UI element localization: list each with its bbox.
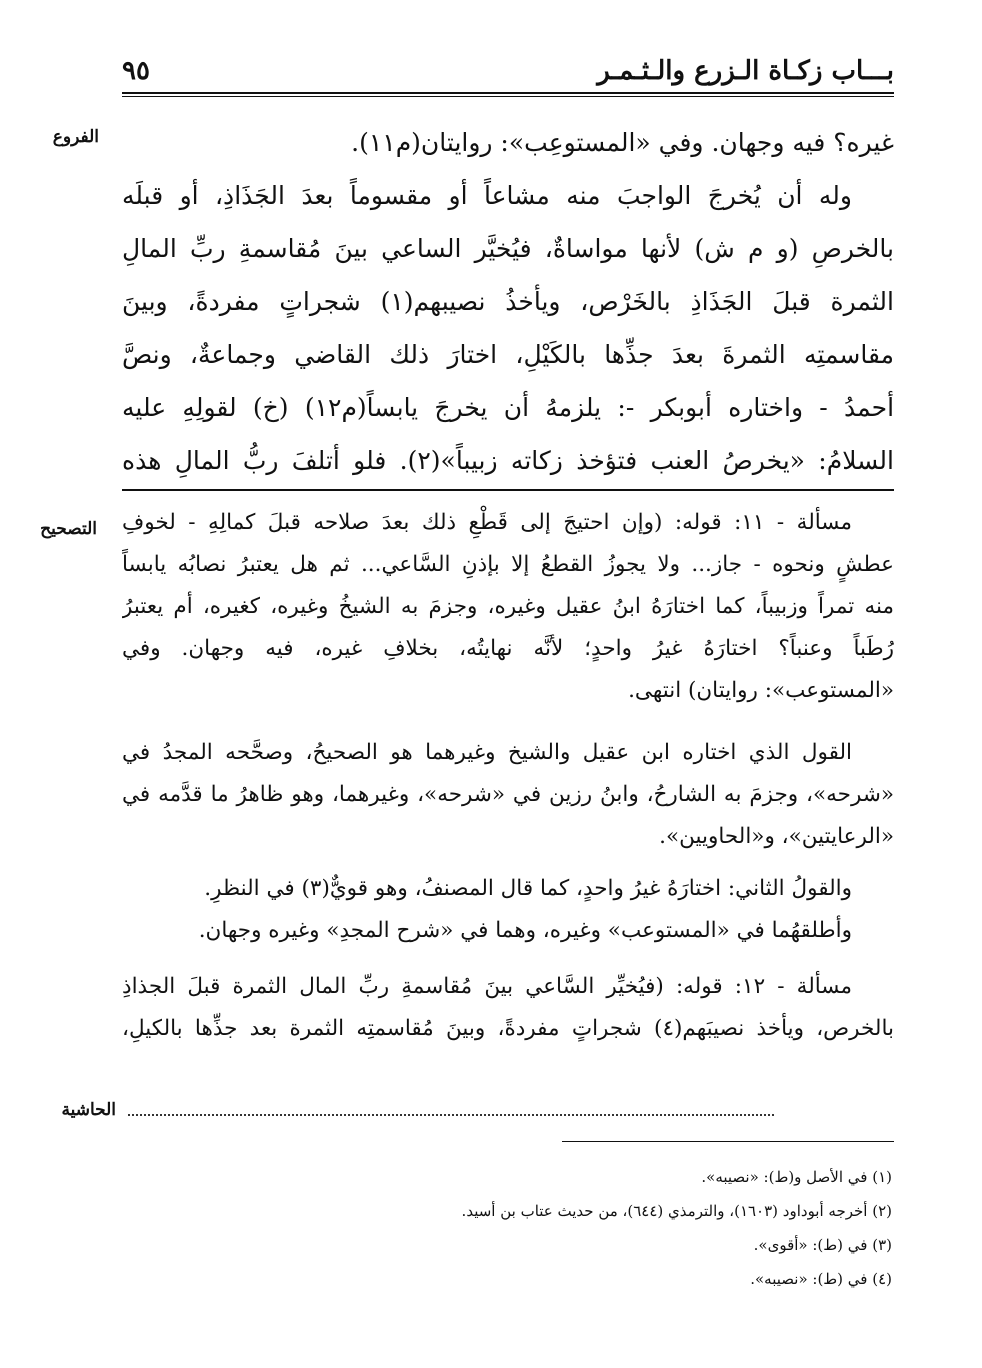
main-text-block xyxy=(122,116,894,487)
tashih-line: بالخرص، ويأخذ نصيبَهم(٤) شجراتٍ مفردةً، وبينَ مُقاسمتِه الثمرة بعد جذِّها بالكيلِ، xyxy=(122,1016,894,1041)
tashih-paragraph-2 xyxy=(122,732,894,858)
main-text-line: أحمدُ - واختاره أبوبكر -: يلزمهُ أن يخرجَ يابساً(م١٢) (خ) لقولِهِ عليه xyxy=(122,393,894,422)
tashih-line: «الرعايتين»، و«الحاويين». xyxy=(659,824,894,849)
main-text-line: السلامُ: «يخرصُ العنب فتؤخذ زكاته زبيباً»(٢). فلو أتلفَ ربُّ المالِ هذه xyxy=(122,446,894,475)
side-label-furu: الفروع xyxy=(52,127,99,147)
tashih-line: والقولُ الثاني: اختارَهُ غيرُ واحدٍ، كما قال المصنفُ، وهو قويٌّ(٣) في النظرِ. xyxy=(204,876,852,901)
main-text-line: بالخرصِ (و م ش) لأنها مواساةٌ، فيُخيَّر الساعي بينَ مُقاسمةِ ربِّ المالِ xyxy=(122,234,894,263)
tashih-line: «شرحه»، وجزمَ به الشارحُ، وابنُ رزين في «شرحه»، وغيرهما، وهو ظاهرُ ما قدَّمه في xyxy=(122,782,894,807)
tashih-line: عطشٍ ونحوه - جاز... ولا يجوزُ القطعُ إلا بإذنِ السَّاعي... ثم هل يعتبرُ نصابُه يابساً xyxy=(122,552,894,577)
tashih-line: وأطلقهُما في «المستوعب» وغيره، وهما في «شرح المجدِ» وغيره وجهان. xyxy=(198,918,852,943)
section-divider xyxy=(122,489,894,491)
tashih-paragraph-5 xyxy=(122,966,894,1050)
footnote: (١) في الأصل و(ط): «نصيبه». xyxy=(701,1168,892,1186)
tashih-paragraph-1 xyxy=(122,502,894,712)
tashih-line: مسألة - ١١: قوله: (وإن احتيجَ إلى قَطْعِ ذلك بعدَ صلاحه قبلَ كمالِهِ - لخوفِ xyxy=(122,510,852,535)
hashiya-dotted-line xyxy=(128,1114,774,1116)
main-text-line: وله أن يُخرجَ الواجبَ منه مشاعاً أو مقسوماً بعدَ الجَذَاذِ، أو قبلَه xyxy=(122,181,852,210)
header-rule xyxy=(122,92,894,94)
side-label-hashiya: الحاشية xyxy=(61,1100,116,1120)
main-text-line: الثمرة قبلَ الجَذَاذِ بالخَرْص، ويأخذُ نصيبهم(١) شجراتٍ مفردةً، وبينَ xyxy=(122,287,894,316)
page-number: ٩٥ xyxy=(122,56,150,86)
main-text-line: غيره؟ فيه وجهان. وفي «المستوعِب»: روايتان(م١١). xyxy=(351,128,894,157)
tashih-paragraph-3 xyxy=(122,868,894,910)
chapter-title: بـــاب زكـاة الـزرع والـثـمـر xyxy=(597,56,894,86)
main-text-line: مقاسمتِه الثمرةَ بعدَ جذِّها بالكَيْلِ، اختارَ ذلك القاضي وجماعةٌ، ونصَّ xyxy=(122,340,894,369)
header-rule-thin xyxy=(122,96,894,97)
tashih-line: مسألة - ١٢: قوله: (فيُخيِّر السَّاعي بينَ مُقاسمةِ ربِّ المال الثمرة قبلَ الجذاذِ xyxy=(122,974,852,999)
tashih-line: القول الذي اختاره ابن عقيل والشيخ وغيرهما هو الصحيحُ، وصحَّحه المجدُ في xyxy=(122,740,852,765)
footnote: (٤) في (ط): «نصيبه». xyxy=(750,1270,892,1288)
running-header xyxy=(122,52,894,92)
tashih-line: منه تمراً وزبيباً، كما اختارَهُ ابنُ عقيل وغيره، وجزمَ به الشيخُ وغيره، كغيره، أم يعتبرُ xyxy=(122,594,894,619)
tashih-line: «المستوعب»: روايتان) انتهى. xyxy=(628,678,894,703)
tashih-paragraph-4 xyxy=(122,910,894,952)
footnote: (٢) أخرجه أبوداود (١٦٠٣)، والترمذي (٦٤٤)، من حديث عتاب بن أسيد. xyxy=(461,1202,892,1220)
side-label-tashih: التصحيح xyxy=(40,519,97,539)
tashih-line: رُطَباً وعنباً؟ اختارَهُ غيرُ واحدٍ؛ لأنَّه نهايتُه، بخلافِ غيره، فيه وجهان. وفي xyxy=(122,636,894,661)
footnotes xyxy=(122,1160,892,1296)
footnote-rule xyxy=(562,1141,894,1142)
footnote: (٣) في (ط): «أقوى». xyxy=(753,1236,892,1254)
